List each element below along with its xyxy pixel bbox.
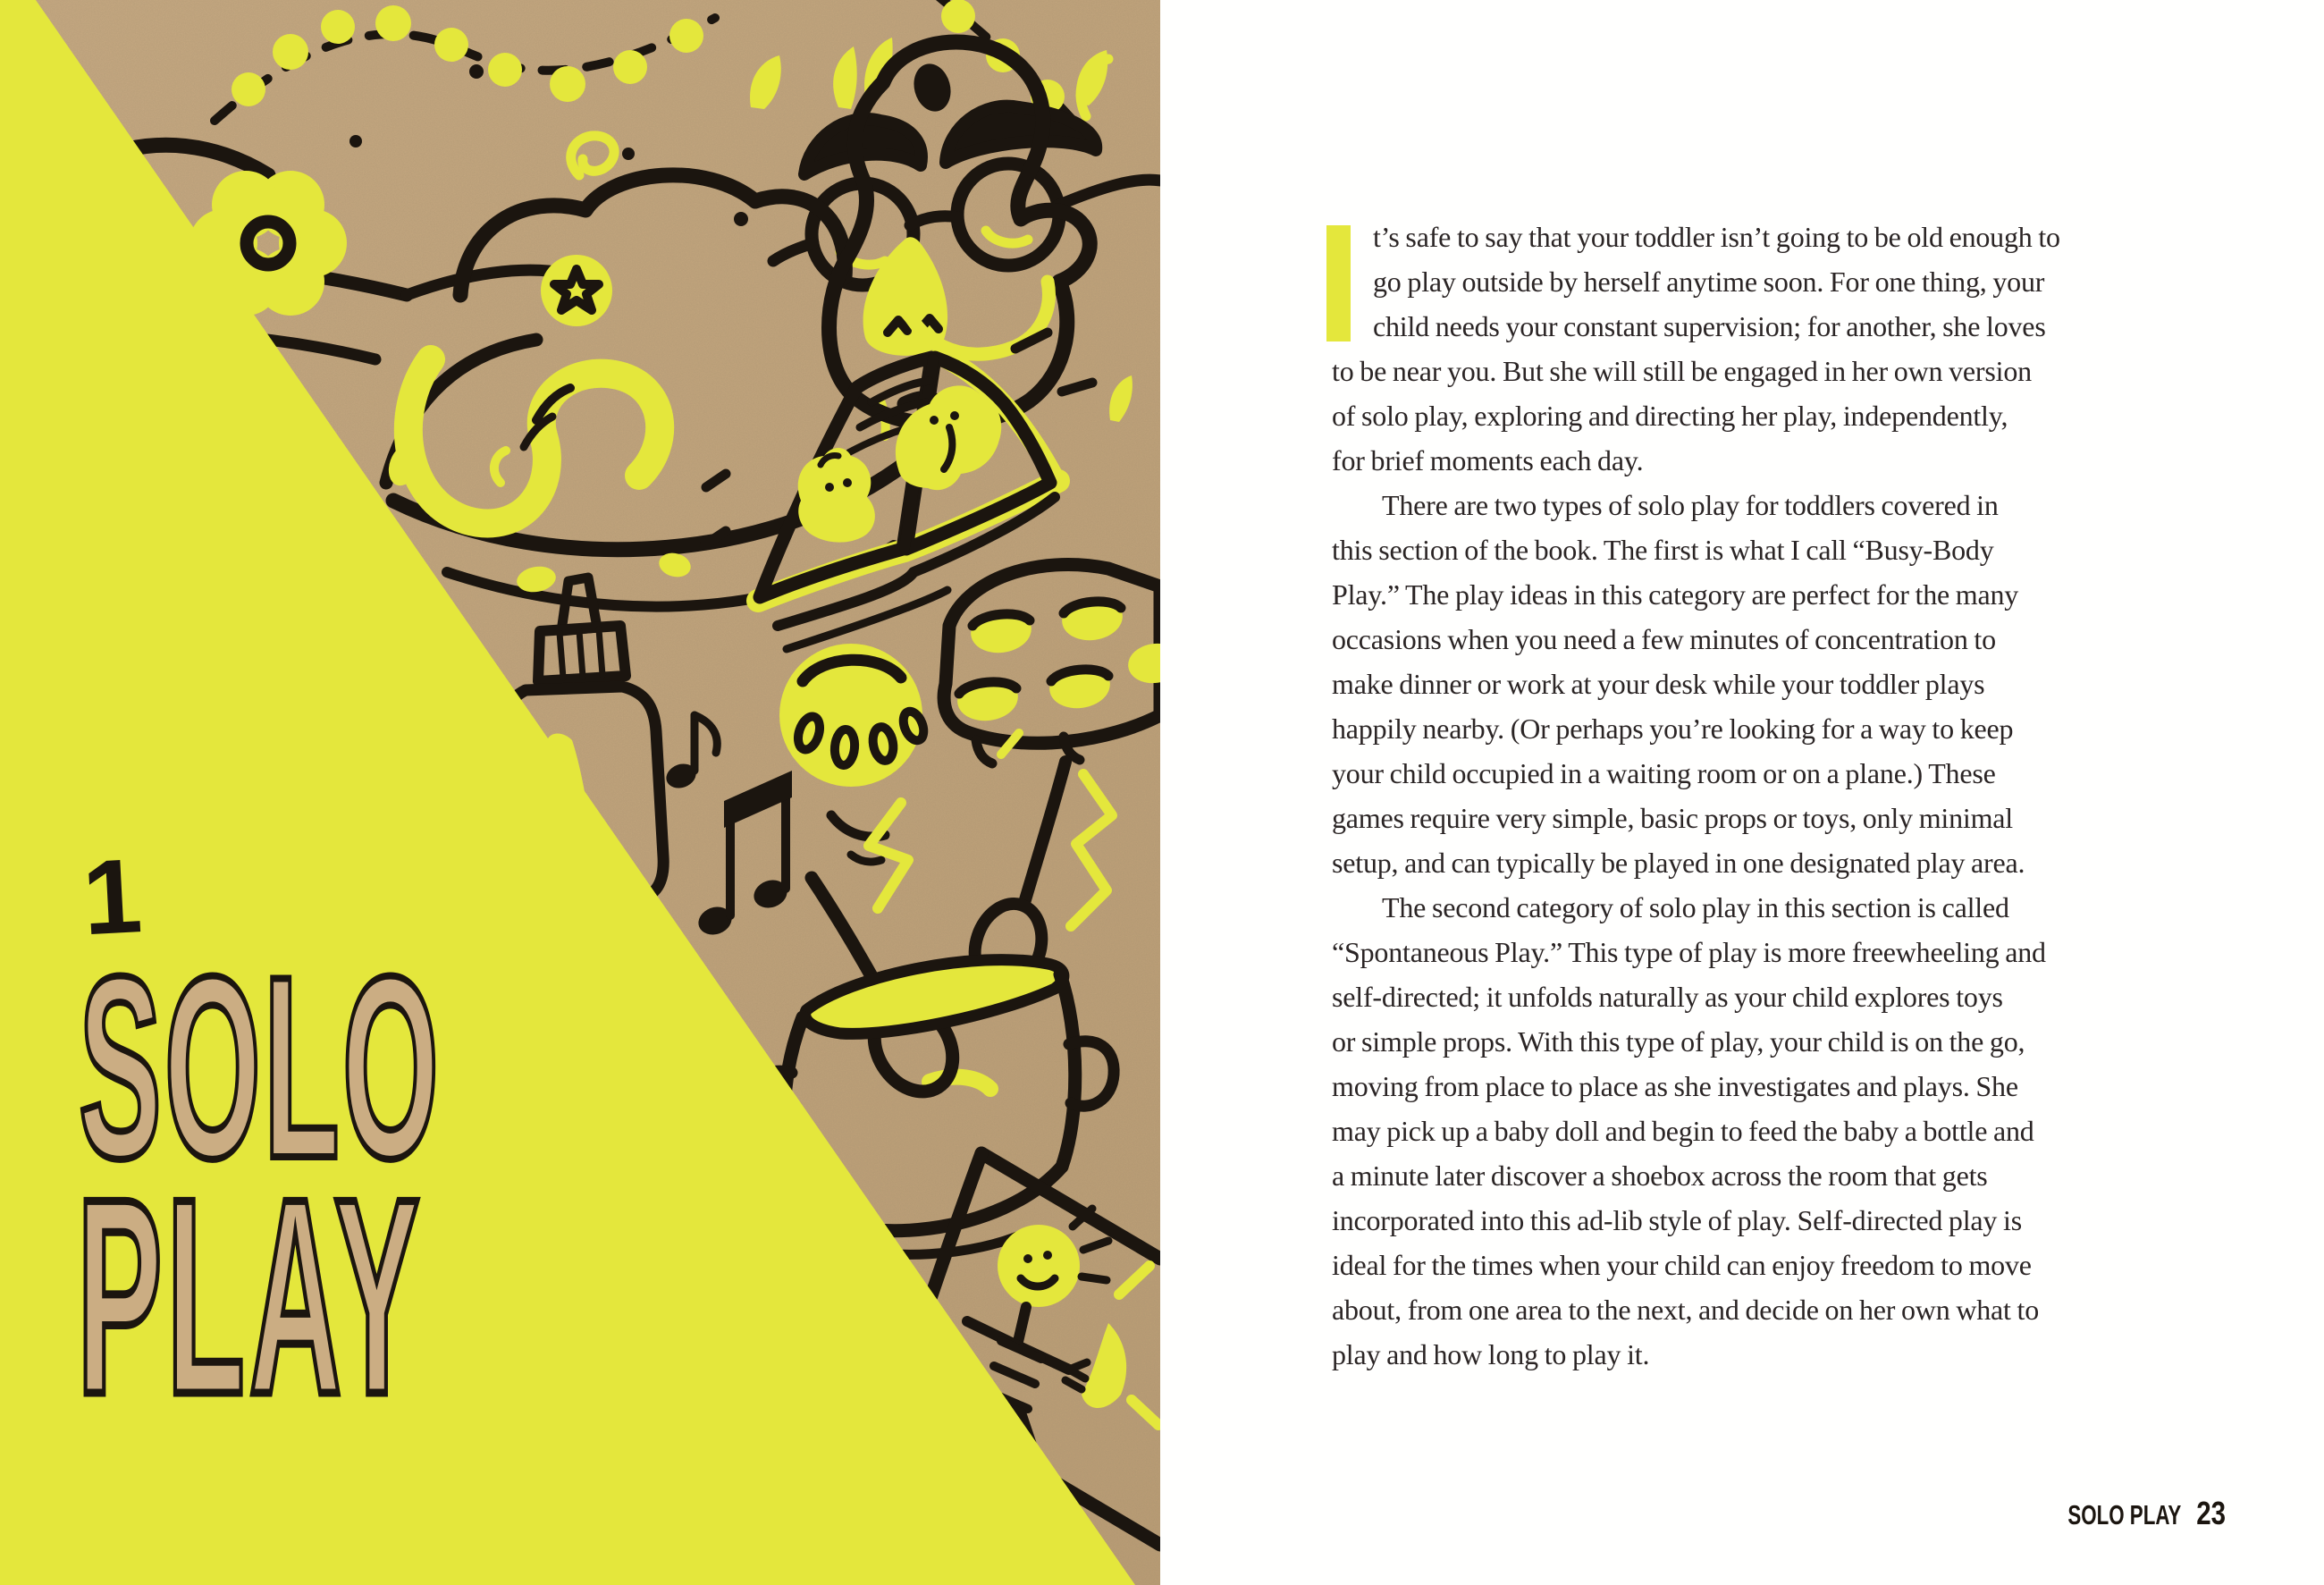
chapter-title-solo: SOLO bbox=[79, 923, 442, 1213]
text-line: play and how long to play it. bbox=[1332, 1338, 1650, 1370]
text-line: your child occupied in a waiting room or on a plane.) These bbox=[1332, 757, 1996, 789]
page-footer bbox=[2024, 1495, 2226, 1532]
text-line: for brief moments each day. bbox=[1332, 444, 1644, 476]
text-line: Play.” The play ideas in this category are perfect for the many bbox=[1332, 578, 2019, 611]
text-line: setup, and can typically be played in one designated play area. bbox=[1332, 847, 2025, 879]
text-line: may pick up a baby doll and begin to feed the baby a bottle and bbox=[1332, 1115, 2034, 1147]
chapter-number: 1 bbox=[80, 837, 145, 958]
text-line: child needs your constant supervision; for another, she loves bbox=[1373, 310, 2046, 342]
text-page bbox=[1160, 0, 2324, 1585]
text-line: to be near you. But she will still be engaged in her own version bbox=[1332, 355, 2032, 387]
text-line: “Spontaneous Play.” This type of play is more freewheeling and bbox=[1332, 936, 2046, 968]
text-line: ideal for the times when your child can enjoy freedom to move bbox=[1332, 1249, 2032, 1281]
text-line: The second category of solo play in this section is called bbox=[1382, 891, 2009, 923]
text-line: or simple props. With this type of play, your child is on the go, bbox=[1332, 1025, 2025, 1058]
body-text-block bbox=[1332, 215, 2213, 1377]
text-line: this section of the book. The first is what I call “Busy-Body bbox=[1332, 534, 1994, 566]
text-line: games require very simple, basic props or toys, only minimal bbox=[1332, 802, 2013, 834]
text-line: make dinner or work at your desk while your toddler plays bbox=[1332, 668, 1985, 700]
text-line: self-directed; it unfolds naturally as your child explores toys bbox=[1332, 981, 2003, 1013]
text-line: about, from one area to the next, and decide on her own what to bbox=[1332, 1294, 2040, 1326]
chapter-opener-page bbox=[0, 0, 1160, 1585]
paragraph-1 bbox=[1332, 215, 2213, 483]
text-line: go play outside by herself anytime soon. For one thing, your bbox=[1373, 266, 2045, 298]
paragraph-2 bbox=[1332, 483, 2213, 885]
text-line: of solo play, exploring and directing her play, independently, bbox=[1332, 400, 2008, 432]
text-line: a minute later discover a shoebox across the room that gets bbox=[1332, 1159, 1988, 1192]
text-line: moving from place to place as she investigates and plays. She bbox=[1332, 1070, 2018, 1102]
text-line: occasions when you need a few minutes of concentration to bbox=[1332, 623, 1996, 655]
text-line: There are two types of solo play for toddlers covered in bbox=[1382, 489, 1999, 521]
paragraph-3 bbox=[1332, 885, 2213, 1377]
text-line: t’s safe to say that your toddler isn’t going to be old enough to bbox=[1373, 221, 2060, 253]
text-line: happily nearby. (Or perhaps you’re looking for a way to keep bbox=[1332, 712, 2014, 745]
text-line: incorporated into this ad-lib style of play. Self-directed play is bbox=[1332, 1204, 2022, 1236]
chapter-opener-art bbox=[0, 0, 1160, 1585]
footer-section-label: SOLO PLAY bbox=[2067, 1499, 2181, 1530]
footer-page-number: 23 bbox=[2196, 1495, 2226, 1531]
chapter-title-block bbox=[77, 837, 442, 1453]
chapter-title-play: PLAY bbox=[77, 1141, 424, 1453]
